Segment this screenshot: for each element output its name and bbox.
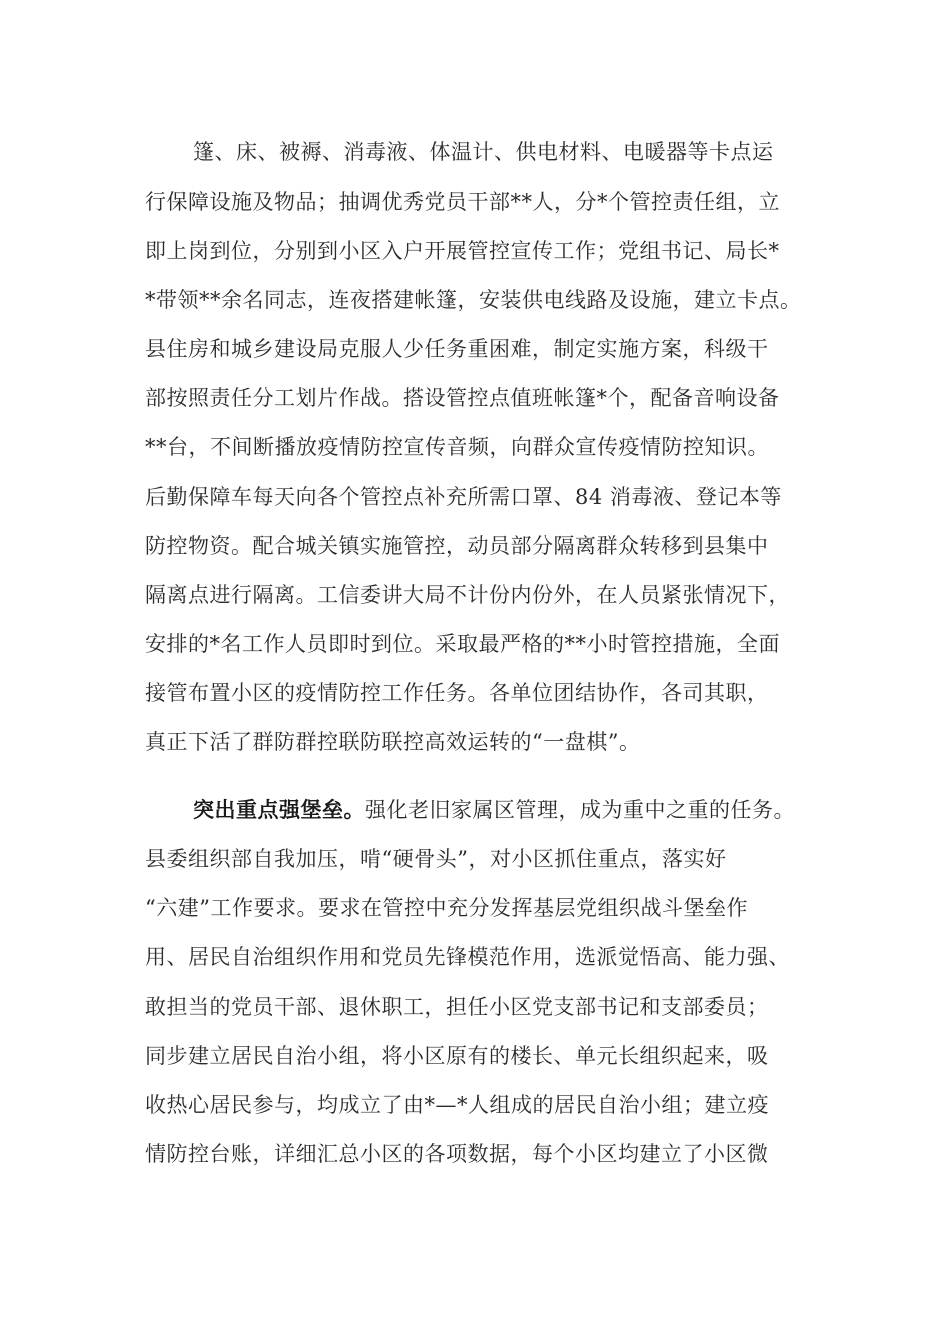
paragraph-line: 情防控台账，详细汇总小区的各项数据，每个小区均建立了小区微 <box>145 1142 769 1166</box>
paragraph-line: 部按照责任分工划片作战。搭设管控点值班帐篷*个，配备音响设备 <box>145 386 780 410</box>
heading-line-text: 强化老旧家属区管理，成为重中之重的任务。 <box>365 798 795 822</box>
paragraph-line: 接管布置小区的疫情防控工作任务。各单位团结协作，各司其职， <box>145 681 769 705</box>
paragraph-line: “六建”工作要求。要求在管控中充分发挥基层党组织战斗堡垒作 <box>145 896 748 920</box>
paragraph-line: 即上岗到位，分别到小区入户开展管控宣传工作；党组书记、局长* <box>145 239 780 263</box>
paragraph-line: *带领**余名同志，连夜搭建帐篷，安装供电线路及设施，建立卡点。 <box>145 288 802 312</box>
paragraph-line: 县住房和城乡建设局克服人少任务重困难，制定实施方案，科级干 <box>145 337 769 361</box>
paragraph-first-line <box>193 795 795 825</box>
paragraph-line: **台，不间断播放疫情防控宣传音频，向群众宣传疫情防控知识。 <box>145 435 769 459</box>
paragraph-line: 收热心居民参与，均成立了由*—*人组成的居民自治小组；建立疫 <box>145 1093 769 1117</box>
paragraph-line: 防控物资。配合城关镇实施管控，动员部分隔离群众转移到县集中 <box>145 534 769 558</box>
paragraph-line: 真正下活了群防群控联防联控高效运转的“一盘棋”。 <box>145 730 641 754</box>
section-heading: 突出重点强堡垒。 <box>193 797 365 822</box>
paragraph-line: 篷、床、被褥、消毒液、体温计、供电材料、电暖器等卡点运 <box>193 140 774 164</box>
paragraph-line: 行保障设施及物品；抽调优秀党员干部**人，分*个管控责任组，立 <box>145 190 780 214</box>
paragraph-line: 同步建立居民自治小组，将小区原有的楼长、单元长组织起来，吸 <box>145 1044 769 1068</box>
paragraph-line: 敢担当的党员干部、退休职工，担任小区党支部书记和支部委员； <box>145 995 769 1019</box>
paragraph-line: 用、居民自治组织作用和党员先锋模范作用，选派觉悟高、能力强、 <box>145 945 790 969</box>
paragraph-line: 隔离点进行隔离。工信委讲大局不计份内份外，在人员紧张情况下， <box>145 583 790 607</box>
paragraph-line: 安排的*名工作人员即时到位。采取最严格的**小时管控措施，全面 <box>145 632 780 656</box>
paragraph-line: 后勤保障车每天向各个管控点补充所需口罩、84 消毒液、登记本等 <box>145 485 782 509</box>
paragraph-line: 县委组织部自我加压，啃“硬骨头”，对小区抓住重点，落实好 <box>145 847 727 871</box>
